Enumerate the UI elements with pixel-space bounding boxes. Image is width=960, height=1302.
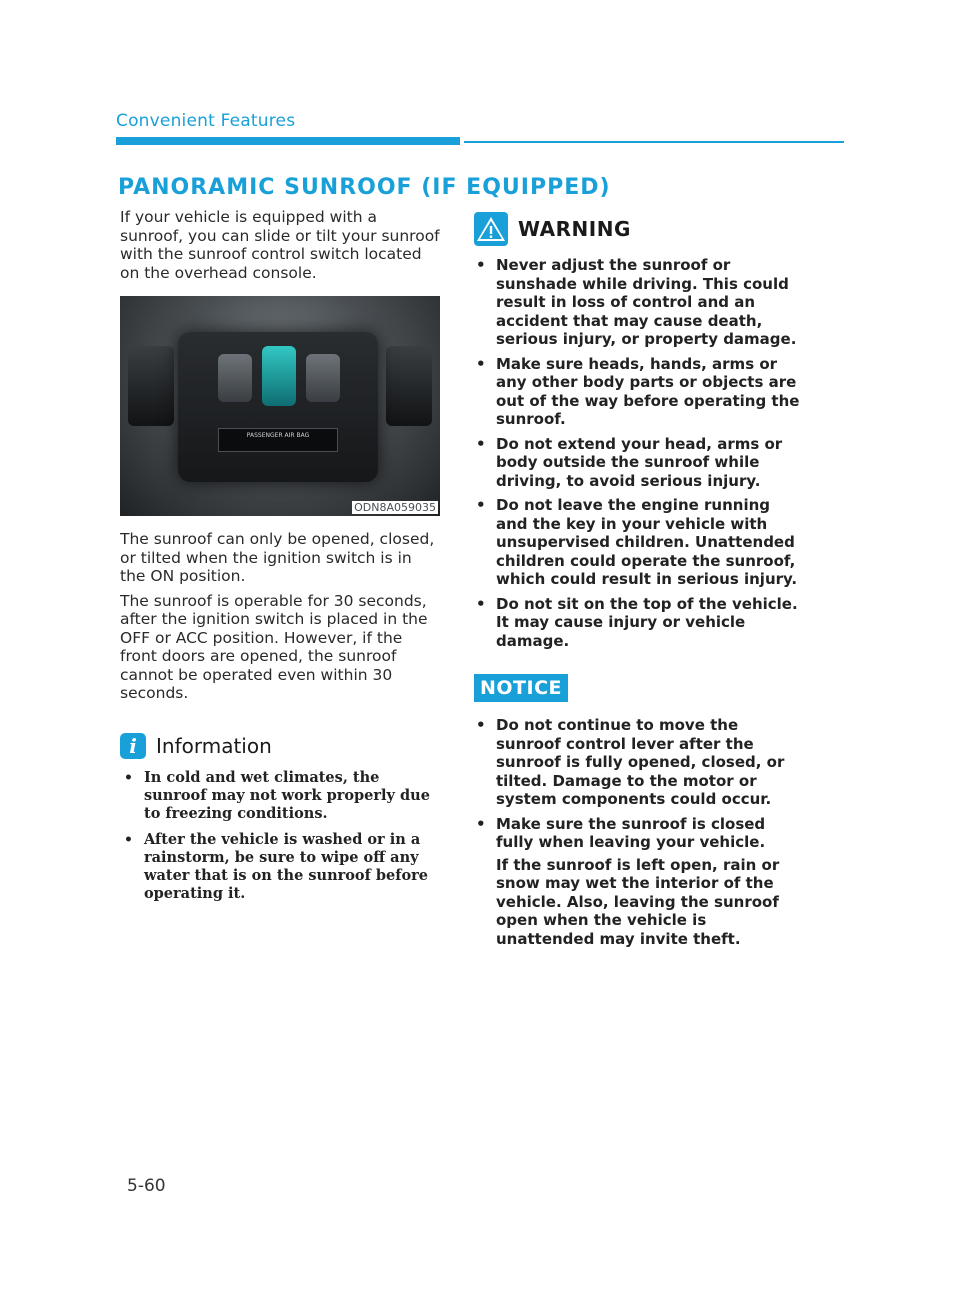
list-item: • Never adjust the sunroof or sunshade while driving. This could result in loss of control and an accident that may cause death, serious injury, or property damage. [474, 256, 804, 349]
right-column [474, 212, 804, 954]
overhead-console-panel [178, 332, 378, 482]
right-map-lamp [386, 346, 432, 426]
paragraph-ignition: The sunroof can only be opened, closed, or tilted when the ignition switch is in the ON position. [120, 530, 435, 585]
information-title: Information [156, 733, 272, 758]
section-title: PANORAMIC SUNROOF (IF EQUIPPED) [118, 175, 611, 200]
warning-title: WARNING [518, 217, 631, 241]
figure-code: ODN8A059035 [354, 501, 436, 514]
intro-paragraph: If your vehicle is equipped with a sunroof, you can slide or tilt your sunroof with the sunroof control switch located on the overhead console. [120, 208, 440, 282]
left-map-lamp [128, 346, 174, 426]
passenger-airbag-indicator: PASSENGER AIR BAG [218, 428, 338, 452]
roof-lamp-button [306, 354, 340, 402]
header-rule-thick [116, 137, 460, 145]
list-item: • In cold and wet climates, the sunroof may not work properly due to freezing conditions. [120, 769, 442, 823]
list-item: • Do not sit on the top of the vehicle. It may cause injury or vehicle damage. [474, 595, 804, 651]
left-column [120, 208, 442, 911]
list-item: • Do not leave the engine running and the key in your vehicle with unsupervised children. Unattended children could operate the sunroof, which could result in serious injury. [474, 496, 804, 589]
list-item: • Do not continue to move the sunroof control lever after the sunroof is fully opened, closed, or tilted. Damage to the motor or system components could occur. [474, 716, 804, 809]
paragraph-operable: The sunroof is operable for 30 seconds, after the ignition switch is placed in the OFF or ACC position. However, if the front doors are opened, the sunroof cannot be operated even within 30 seconds. [120, 591, 428, 702]
notice-list [474, 716, 804, 948]
header-title: Convenient Features [116, 111, 296, 131]
list-item-text: Make sure the sunroof is closed fully when leaving your vehicle. [496, 814, 766, 851]
sunshade-button [218, 354, 252, 402]
information-header [120, 733, 442, 759]
sunroof-switch [262, 346, 296, 406]
list-item [474, 815, 804, 949]
page-number: 5-60 [127, 1176, 166, 1196]
warning-list [474, 256, 804, 650]
list-item-continuation: If the sunroof is left open, rain or snow may wet the interior of the vehicle. Also, leaving the sunroof open when the vehicle is unattended may invite theft. [496, 855, 780, 948]
information-list [120, 769, 442, 903]
warning-header [474, 212, 804, 246]
overhead-console-photo [120, 296, 440, 516]
header-rule-thin [464, 141, 844, 143]
warning-triangle-icon [474, 212, 508, 246]
list-item: • Do not extend your head, arms or body outside the sunroof while driving, to avoid serious injury. [474, 435, 804, 491]
list-item: • After the vehicle is washed or in a rainstorm, be sure to wipe off any water that is on the sunroof before operating it. [120, 831, 442, 903]
list-item: • Make sure heads, hands, arms or any other body parts or objects are out of the way before operating the sunroof. [474, 355, 804, 429]
notice-badge: NOTICE [474, 674, 568, 702]
information-icon: i [120, 733, 146, 759]
